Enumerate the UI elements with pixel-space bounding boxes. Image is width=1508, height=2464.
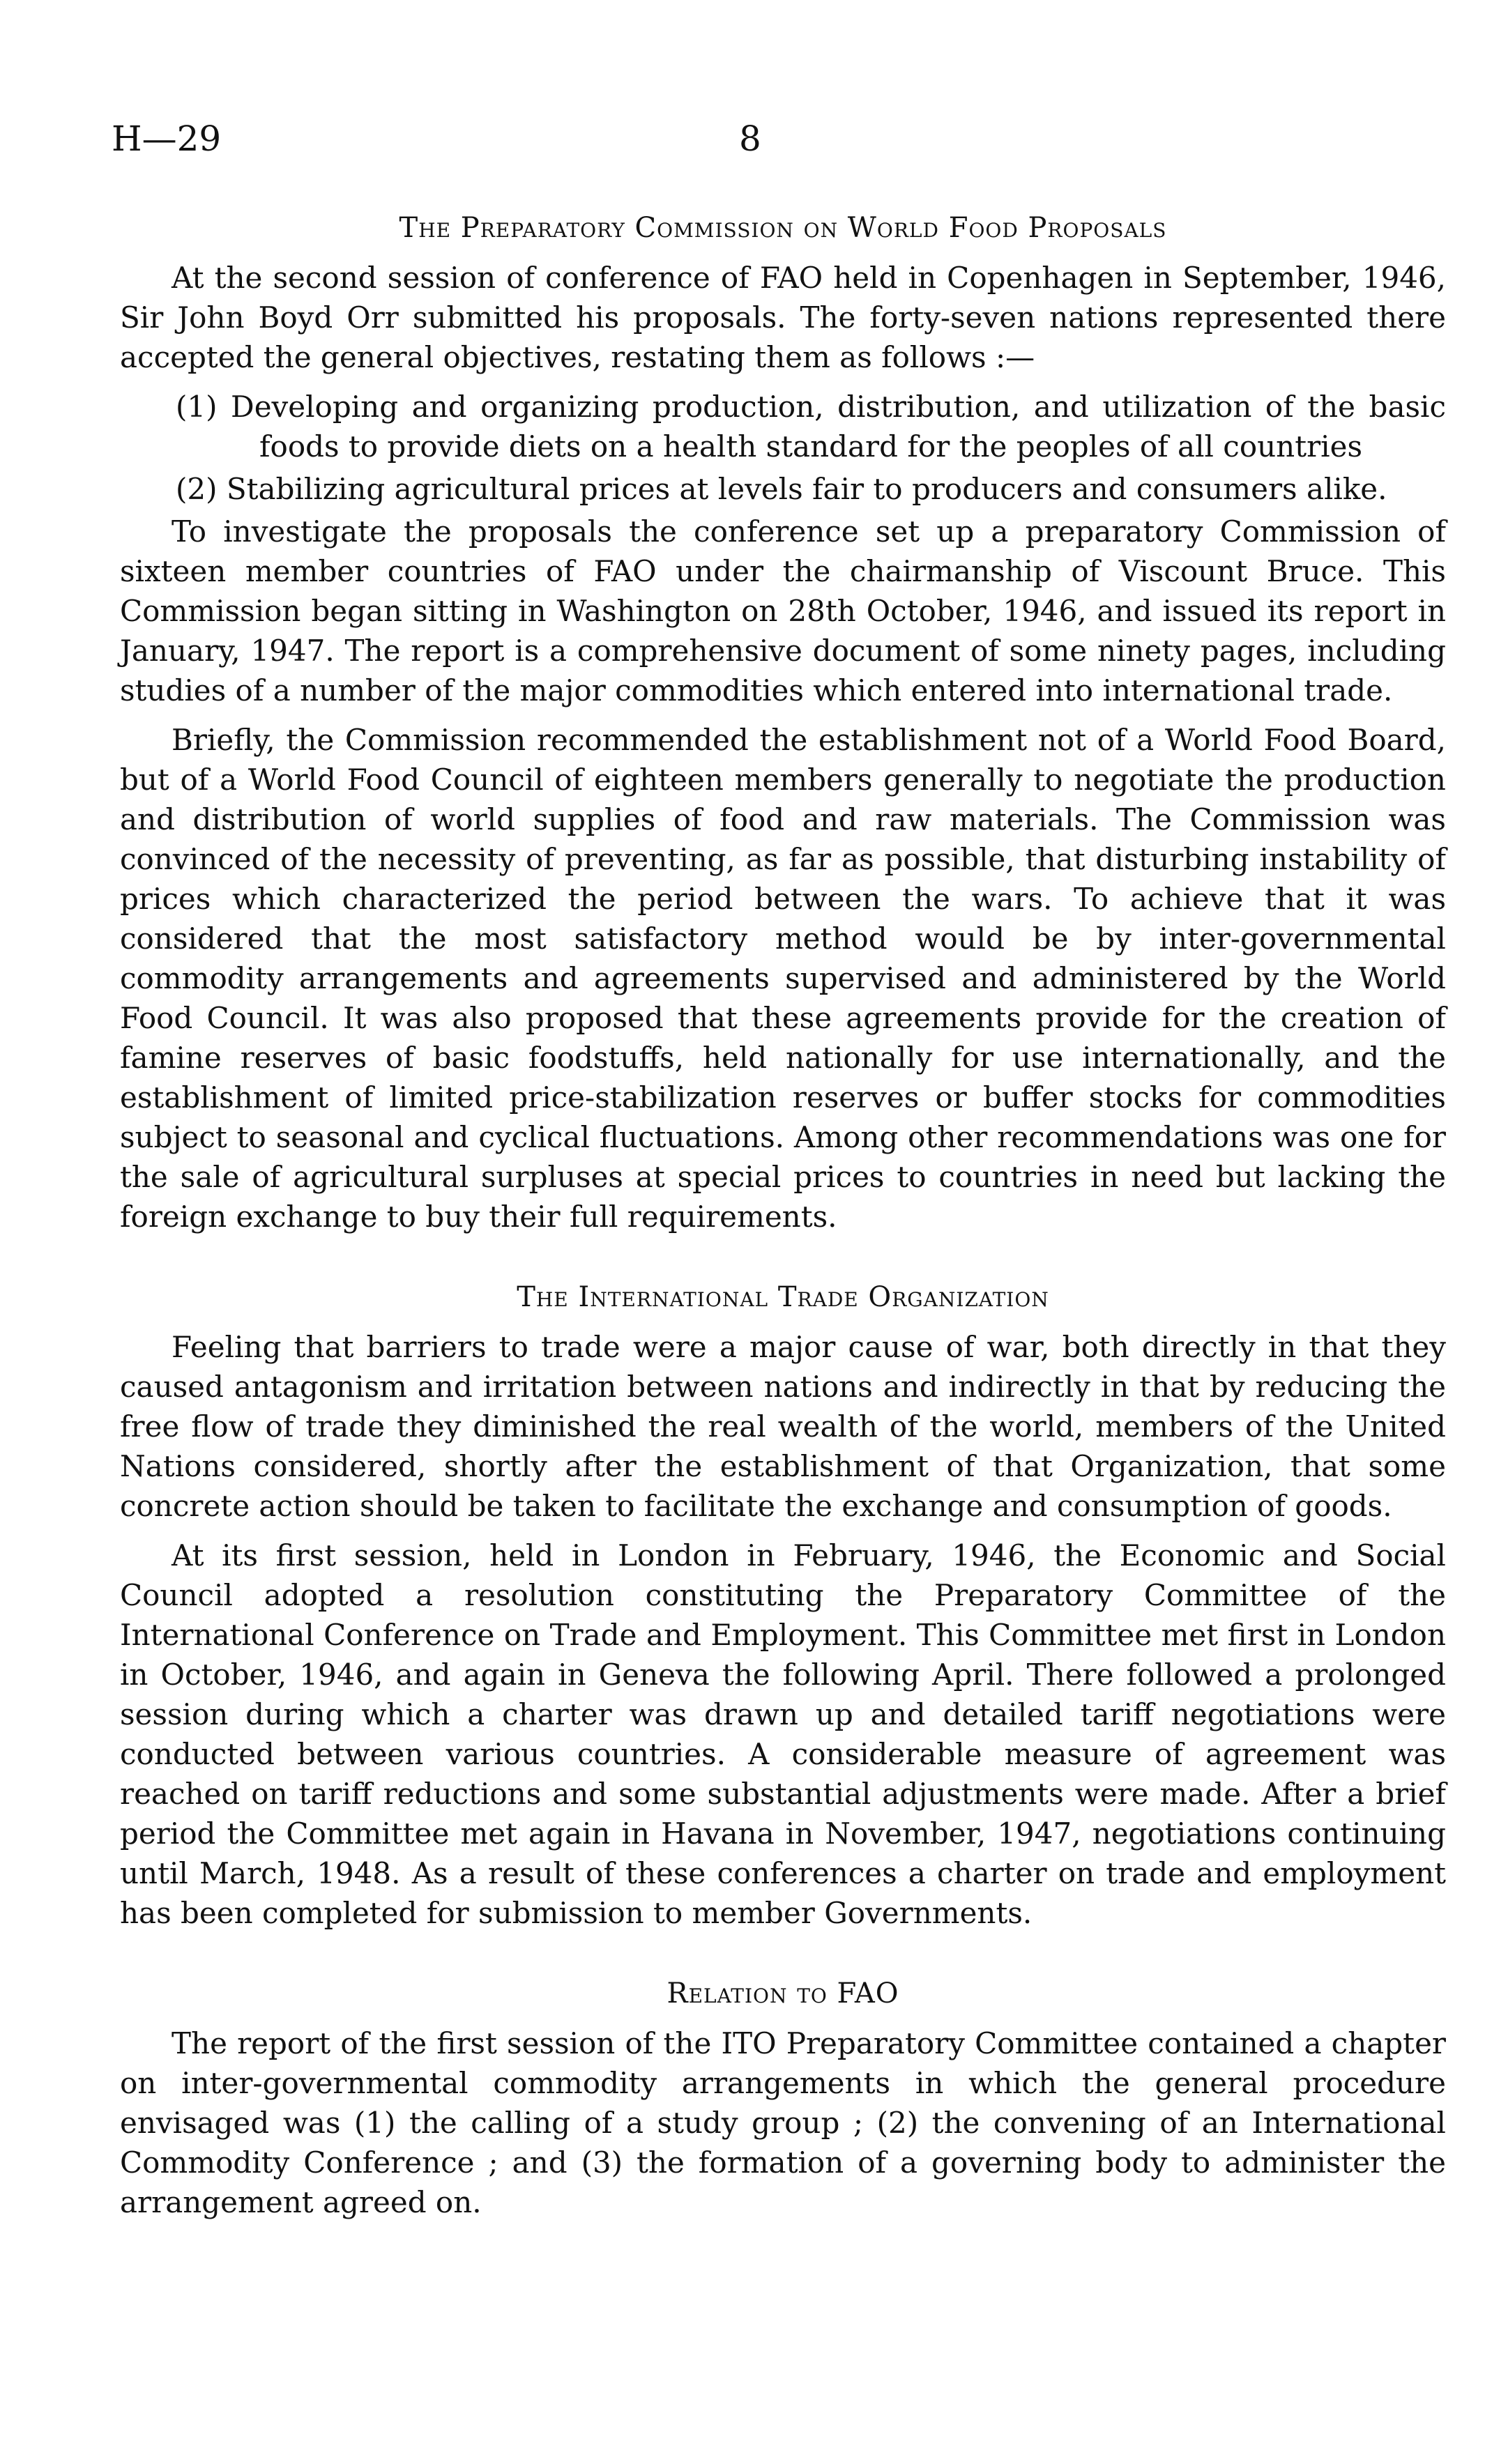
document-reference: H—29 [112, 118, 222, 159]
paragraph: To investigate the proposals the conference set up a preparatory Commission of sixteen member countries of FAO under the chairmanship of Viscount Bruce. This Commission began sitting in Washington on 28th October, 1946, and issued its report in January, 1947. The report is a comprehensive document of some ninety pages, including studies of a number of the major commodities which entered into international trade. [120, 514, 1446, 707]
section-heading-relation-to-fao: Relation to FAO [667, 1977, 899, 2010]
paragraph: Feeling that barriers to trade were a major cause of war, both directly in that they caused antagonism and irritation between nations and indirectly in that by reducing the free flow of trade they diminished the real wealth of the world, members of the United Nations considered, shortly after the establishment of that Organization, that some concrete action should be taken to facilitate the exchange and consumption of goods. [120, 1330, 1446, 1523]
page-number: 8 [739, 118, 761, 159]
section-heading-international-trade-organization: The International Trade Organization [517, 1281, 1049, 1313]
document-body [120, 209, 1446, 2232]
paragraph: The report of the first session of the ITO Preparatory Committee contained a chapter on inter-governmental commodity arrangements in which the general procedure envisaged was (1) the calling of a study group ; (2) the convening of an International Commodity Conference ; and (3) the formation of a governing body to administer the arrangement agreed on. [120, 2026, 1446, 2219]
section-heading-preparatory-commission: The Preparatory Commission on World Food Proposals [399, 212, 1167, 244]
list-item: (1) Developing and organizing production, distribution, and utilization of the basic foods to provide diets on a health standard for the peoples of all countries [176, 390, 1446, 464]
paragraph: At the second session of conference of FAO held in Copenhagen in September, 1946, Sir John Boyd Orr submitted his proposals. The forty-seven nations represented there accepted the general objectives, restating them as follows :— [120, 261, 1446, 374]
page-header [0, 118, 1508, 167]
paragraph: At its first session, held in London in February, 1946, the Economic and Social Council adopted a resolution constituting the Preparatory Committee of the International Conference on Trade and Employment. This Committee met first in London in October, 1946, and again in Geneva the following April. There followed a prolonged session during which a charter was drawn up and detailed tariff negotiations were conducted between various countries. A considerable measure of agreement was reached on tariff reductions and some substantial adjustments were made. After a brief period the Committee met again in Havana in November, 1947, negotiations continuing until March, 1948. As a result of these conferences a charter on trade and employment has been completed for submission to member Governments. [120, 1538, 1446, 1930]
list-item: (2) Stabilizing agricultural prices at levels fair to producers and consumers alike. [176, 472, 1387, 506]
paragraph: Briefly, the Commission recommended the establishment not of a World Food Board, but of a World Food Council of eighteen members generally to negotiate the production and distribution of world supplies of food and raw materials. The Commission was convinced of the necessity of preventing, as far as possible, that disturbing instability of prices which characterized the period between the wars. To achieve that it was considered that the most satisfactory method would be by inter-governmental commodity arrangements and agreements supervised and administered by the World Food Council. It was also proposed that these agreements provide for the creation of famine reserves of basic foodstuffs, held nationally for use internationally, and the establishment of limited price-stabilization reserves or buffer stocks for commodities subject to seasonal and cyclical fluctuations. Among other recommendations was one for the sale of agricultural surpluses at special prices to countries in need but lacking the foreign exchange to buy their full requirements. [120, 723, 1446, 1234]
